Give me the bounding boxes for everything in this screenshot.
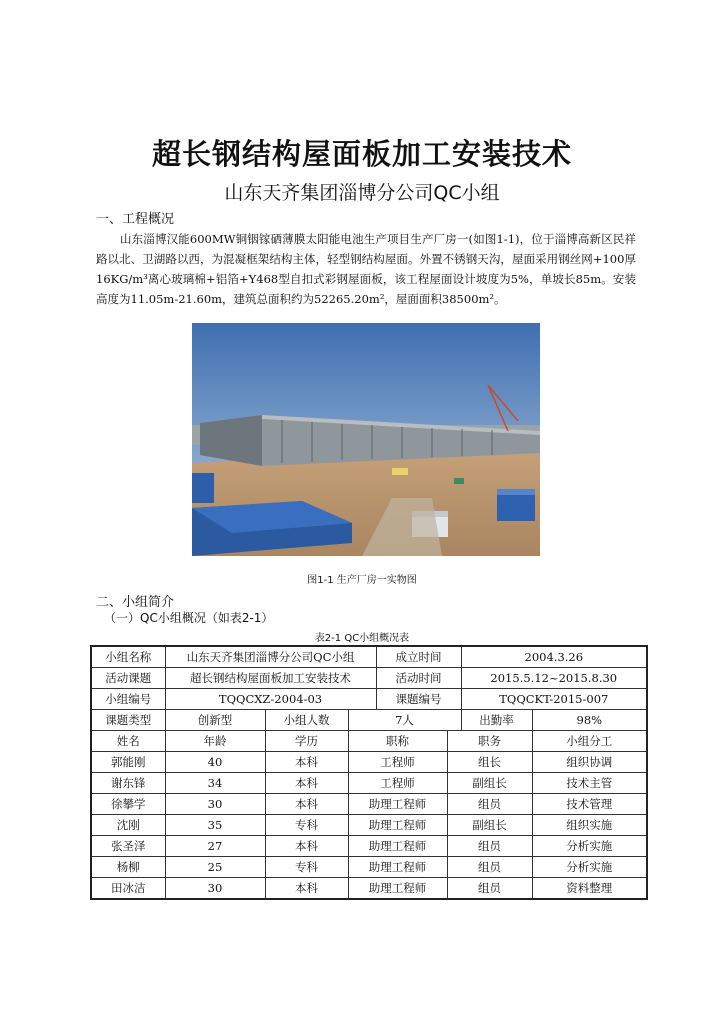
member-cell: 分析实施 <box>532 857 647 878</box>
info-label: 活动时间 <box>376 668 461 689</box>
header-cell: 姓名 <box>91 731 165 752</box>
member-cell: 助理工程师 <box>348 794 447 815</box>
table-caption: 表2-1 QC小组概况表 <box>314 633 410 644</box>
member-cell: 专科 <box>265 815 348 836</box>
section-heading-team: 二、小组简介 <box>96 595 175 610</box>
member-cell: 副组长 <box>447 815 532 836</box>
member-cell: 组员 <box>447 878 532 900</box>
member-cell: 本科 <box>265 878 348 900</box>
attendance-label: 出勤率 <box>461 710 532 731</box>
member-cell: 杨柳 <box>91 857 165 878</box>
table-row <box>91 668 647 689</box>
member-cell: 组员 <box>447 794 532 815</box>
member-cell: 资料整理 <box>532 878 647 900</box>
member-cell: 助理工程师 <box>348 836 447 857</box>
member-cell: 25 <box>165 857 265 878</box>
member-cell: 30 <box>165 794 265 815</box>
member-cell: 沈刚 <box>91 815 165 836</box>
member-cell: 田冰洁 <box>91 878 165 900</box>
table-row <box>91 752 647 773</box>
info-value: 超长钢结构屋面板加工安装技术 <box>165 668 376 689</box>
info-value: 2004.3.26 <box>461 646 647 668</box>
subsection-heading-team-overview: （一）QC小组概况（如表2-1） <box>104 611 274 625</box>
member-cell: 分析实施 <box>532 836 647 857</box>
table-row <box>91 794 647 815</box>
member-cell: 组员 <box>447 857 532 878</box>
attendance-value: 98% <box>532 710 647 731</box>
header-cell: 学历 <box>265 731 348 752</box>
table-row <box>91 689 647 710</box>
member-cell: 组织实施 <box>532 815 647 836</box>
info-value: TQQCXZ-2004-03 <box>165 689 376 710</box>
table-row <box>91 773 647 794</box>
header-cell: 小组分工 <box>532 731 647 752</box>
member-cell: 本科 <box>265 836 348 857</box>
header-cell: 年龄 <box>165 731 265 752</box>
info-value: TQQCKT-2015-007 <box>461 689 647 710</box>
member-count-value: 7人 <box>348 710 461 731</box>
member-cell: 工程师 <box>348 773 447 794</box>
type-value: 创新型 <box>165 710 265 731</box>
header-cell: 职务 <box>447 731 532 752</box>
member-cell: 郭能刚 <box>91 752 165 773</box>
info-label: 成立时间 <box>376 646 461 668</box>
member-cell: 40 <box>165 752 265 773</box>
table-row <box>91 710 647 731</box>
member-cell: 张圣泽 <box>91 836 165 857</box>
member-cell: 徐攀学 <box>91 794 165 815</box>
member-count-label: 小组人数 <box>265 710 348 731</box>
member-cell: 工程师 <box>348 752 447 773</box>
table-row <box>91 815 647 836</box>
member-cell: 技术管理 <box>532 794 647 815</box>
member-cell: 本科 <box>265 794 348 815</box>
type-label: 课题类型 <box>91 710 165 731</box>
overview-paragraph: 山东淄博汉能600MW铜铟镓硒薄膜太阳能电池生产项目生产厂房一(如图1-1)，位于淄博高新区民祥路以北、卫湖路以西，为混凝框架结构主体，轻型钢结构屋面。外置不锈钢天沟，屋面采用钢丝网+100厚16KG/m³离心玻璃棉+铝箔+Y468型自扣式彩钢屋面板，该工程屋面设计坡度为5%，单坡长85m。安装高度为11.05m-21.60m，建筑总面积约为52265.20m²，屋面面积38500m²。 <box>96 232 636 306</box>
info-value: 2015.5.12~2015.8.30 <box>461 668 647 689</box>
member-cell: 30 <box>165 878 265 900</box>
member-cell: 本科 <box>265 773 348 794</box>
info-label: 小组编号 <box>91 689 165 710</box>
member-cell: 助理工程师 <box>348 878 447 900</box>
table-row <box>91 857 647 878</box>
info-label: 小组名称 <box>91 646 165 668</box>
figure-caption: 图1-1 生产厂房一实物图 <box>307 575 417 586</box>
table-row <box>91 646 647 668</box>
member-cell: 组员 <box>447 836 532 857</box>
member-cell: 助理工程师 <box>348 815 447 836</box>
qc-team-table <box>90 645 648 900</box>
member-header-row <box>91 731 647 752</box>
member-cell: 27 <box>165 836 265 857</box>
table-row <box>91 878 647 900</box>
member-rows <box>91 752 647 900</box>
member-cell: 34 <box>165 773 265 794</box>
member-cell: 组织协调 <box>532 752 647 773</box>
header-cell: 职称 <box>348 731 447 752</box>
section-heading-overview: 一、工程概况 <box>96 212 175 227</box>
member-cell: 专科 <box>265 857 348 878</box>
member-cell: 组长 <box>447 752 532 773</box>
member-cell: 35 <box>165 815 265 836</box>
info-value: 山东天齐集团淄博分公司QC小组 <box>165 646 376 668</box>
info-label: 课题编号 <box>376 689 461 710</box>
info-label: 活动课题 <box>91 668 165 689</box>
member-cell: 本科 <box>265 752 348 773</box>
factory-photo <box>192 323 540 556</box>
member-cell: 副组长 <box>447 773 532 794</box>
document-subtitle: 山东天齐集团淄博分公司QC小组 <box>224 182 500 204</box>
member-cell: 谢东锋 <box>91 773 165 794</box>
member-cell: 技术主管 <box>532 773 647 794</box>
member-cell: 助理工程师 <box>348 857 447 878</box>
table-row <box>91 836 647 857</box>
document-title: 超长钢结构屋面板加工安装技术 <box>151 137 572 171</box>
